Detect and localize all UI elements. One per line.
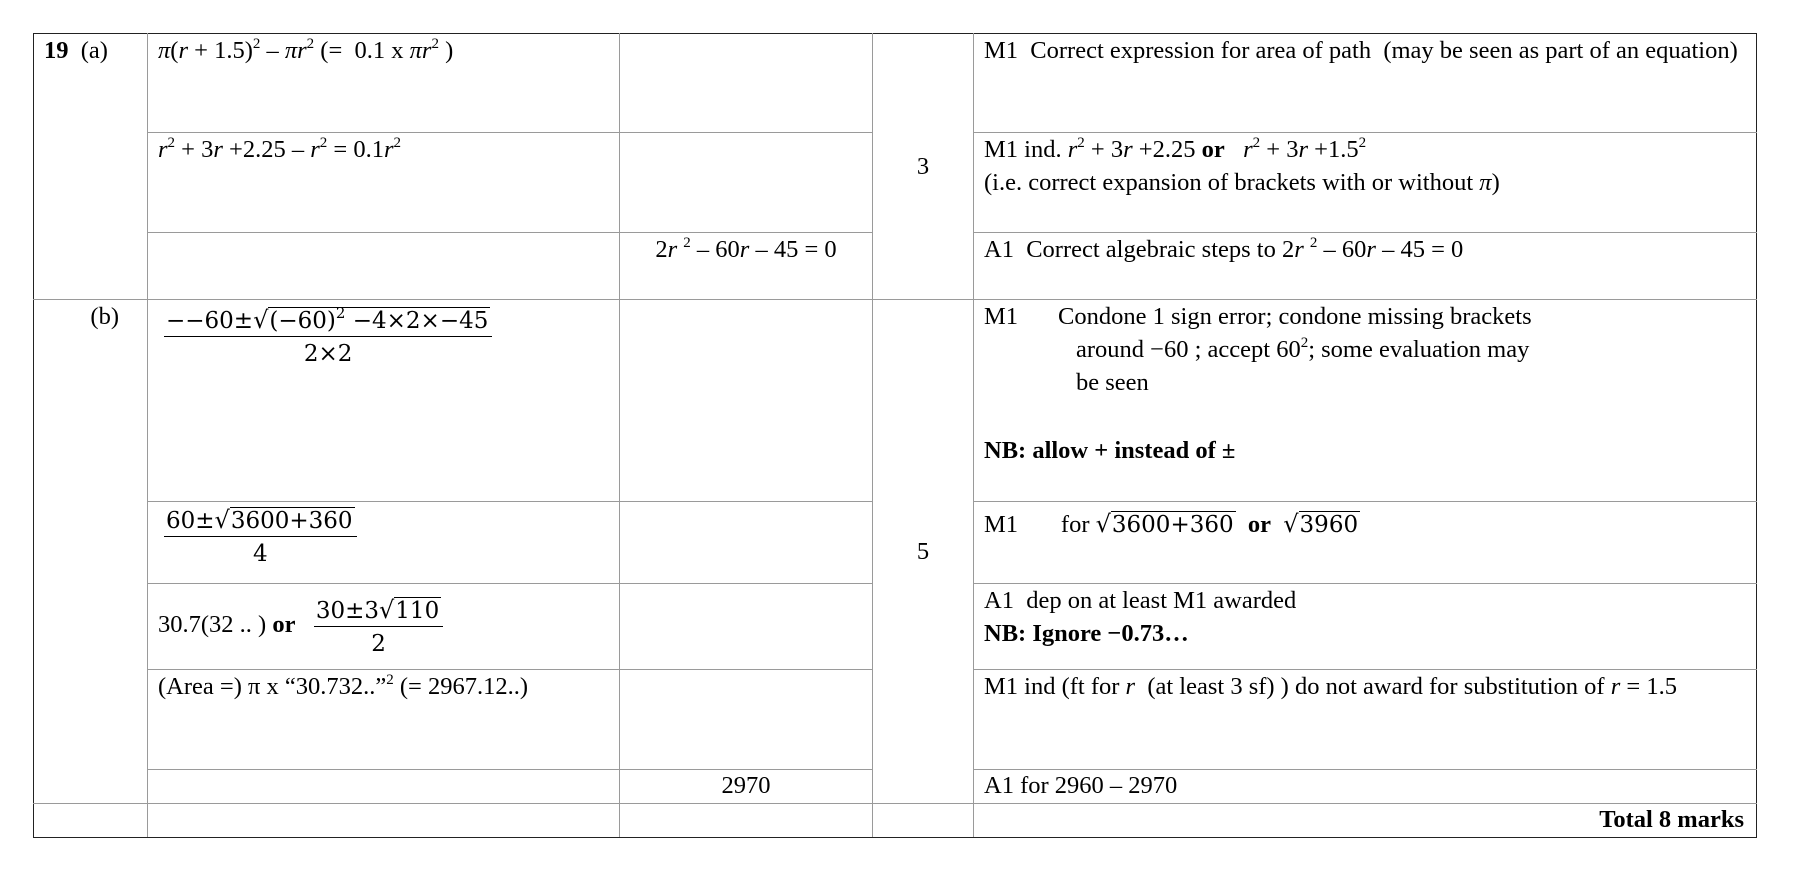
working-cell — [148, 300, 620, 502]
working-cell — [148, 670, 620, 770]
fraction-denominator: 4 — [252, 541, 268, 567]
mark-scheme-table — [33, 33, 1757, 838]
mark-cell — [873, 300, 974, 804]
notes-text: Condone 1 sign error; condone missing brackets — [1058, 303, 1532, 330]
fraction-denominator: 2 — [371, 631, 386, 657]
working-cell — [148, 133, 620, 233]
notes-cell — [974, 34, 1757, 133]
working-cell — [148, 233, 620, 300]
answer-b: 2970 — [721, 772, 771, 799]
working-cell — [148, 502, 620, 584]
part-label-a: (a) — [80, 37, 108, 64]
notes-b5: A1 for 2960 – 2970 — [984, 772, 1178, 799]
notes-cell — [974, 233, 1757, 300]
fraction-denominator: 2×2 — [303, 341, 353, 367]
mark-code: M1 — [984, 303, 1019, 330]
exact-fraction — [314, 594, 443, 659]
part-label-b: (b) — [90, 303, 119, 330]
notes-a3: A1 Correct algebraic steps to 2r $^2$ – 60r – 45 = 0 — [984, 235, 1464, 263]
nb-text: NB: Ignore −0.73… — [984, 620, 1189, 647]
working-a1: $\pi(r + 1.5)^2 - \pi r^2$ (= 0.1 x $\pi r^2$ ) — [158, 36, 454, 64]
answer-cell — [620, 34, 873, 133]
fraction-numerator: $--60\pm√(-60)^2 -4\times 2\times-45$ — [164, 304, 492, 337]
working-b3-decimal: 30.7(32 .. ) — [158, 611, 267, 639]
notes-cell — [974, 300, 1757, 502]
empty-cell — [620, 804, 873, 838]
nb-text: NB: allow + instead of ± — [984, 437, 1236, 464]
notes-b1-line3 — [984, 366, 1746, 399]
notes-b1-line2 — [984, 333, 1746, 366]
answer-cell — [620, 670, 873, 770]
notes-b1-line1 — [984, 300, 1746, 333]
answer-cell — [620, 502, 873, 584]
empty-cell — [34, 804, 148, 838]
notes-cell — [974, 584, 1757, 670]
notes-b4: M1 ind (ft for r (at least 3 sf) ) do not award for substitution of r = 1.5 — [984, 673, 1677, 700]
working-cell — [148, 584, 620, 670]
mark-a: 3 — [916, 153, 930, 180]
working-cell — [148, 34, 620, 133]
fraction-numerator: 30±3√110 — [314, 594, 443, 627]
table-row — [34, 34, 1757, 133]
question-number: 19 — [44, 37, 69, 64]
notes-b3-nb — [984, 617, 1746, 650]
working-b3-or: or — [272, 611, 296, 639]
empty-cell — [148, 804, 620, 838]
mark-b: 5 — [916, 538, 930, 565]
working-a2: $r^2 + 3r +2.25 - r^2 = 0.1r^2$ — [158, 135, 402, 163]
simplified-fraction — [164, 504, 357, 569]
answer-cell — [620, 233, 873, 300]
notes-text: around −60 ; accept 60 — [1076, 336, 1301, 363]
total-cell — [974, 804, 1757, 838]
notes-b1-nb — [984, 434, 1746, 467]
answer-cell — [620, 133, 873, 233]
notes-a1: M1 Correct expression for area of path (may be seen as part of an equation) — [984, 37, 1738, 64]
notes-b3-line1: A1 dep on at least M1 awarded — [984, 587, 1297, 614]
table-row — [34, 300, 1757, 502]
working-cell — [148, 770, 620, 804]
answer-cell — [620, 584, 873, 670]
notes-cell — [974, 770, 1757, 804]
working-b4: (Area =) π x “30.732..”$^2$ (= 2967.12..) — [158, 672, 528, 700]
notes-sup: 2 — [1300, 335, 1309, 351]
notes-cell — [974, 133, 1757, 233]
total-row — [34, 804, 1757, 838]
notes-a2: M1 ind. $r^2 + 3r +2.25$ or $r^2 + 3r +1.5^2$ (i.e. correct expansion of brackets with or without π) — [984, 135, 1500, 196]
notes-b2: M1 for √3600+360 or √3960 — [984, 510, 1359, 538]
notes-text: be seen — [1076, 369, 1149, 396]
question-cell — [34, 34, 148, 300]
part-cell — [34, 300, 148, 804]
fraction-numerator: 60±√3600+360 — [164, 504, 357, 537]
notes-cell — [974, 670, 1757, 770]
answer-a: 2r $^2$ – 60r – 45 = 0 — [655, 235, 837, 263]
mark-cell — [873, 34, 974, 300]
quadratic-formula-fraction — [164, 304, 492, 369]
notes-cell — [974, 502, 1757, 584]
total-marks: Total 8 marks — [1599, 806, 1744, 833]
answer-cell — [620, 770, 873, 804]
answer-cell — [620, 300, 873, 502]
notes-text: ; some evaluation may — [1308, 336, 1530, 363]
empty-cell — [873, 804, 974, 838]
